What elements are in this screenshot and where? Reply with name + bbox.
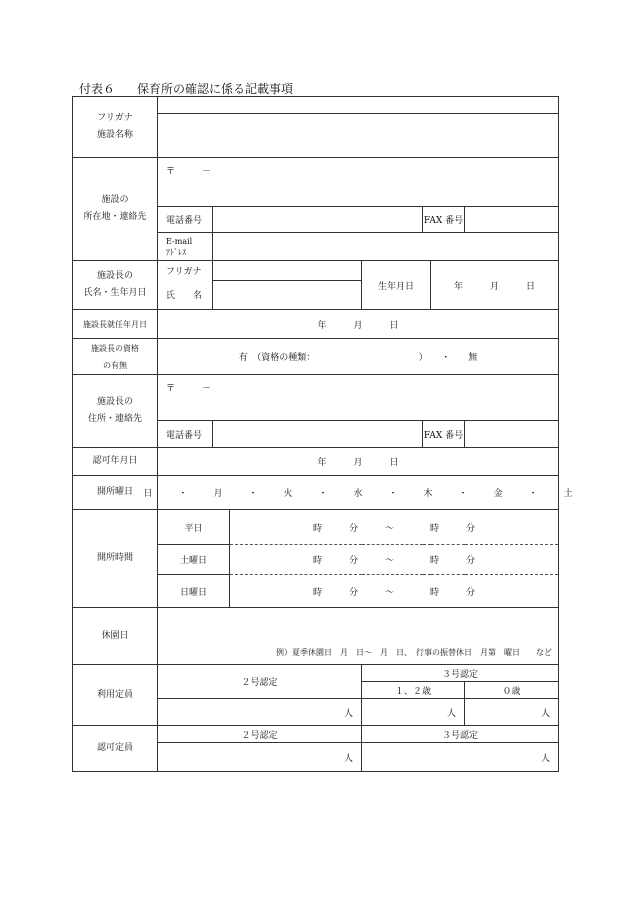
day-sep: ・ — [388, 489, 398, 499]
day-sep: ・ — [318, 489, 328, 499]
director-fax-label: FAX 番号 — [423, 421, 465, 448]
approved-cat3-label: ３号認定 — [362, 726, 559, 743]
day-sep: ・ — [248, 489, 258, 499]
director-name-field[interactable] — [213, 281, 362, 310]
facility-fax-field[interactable] — [465, 207, 559, 233]
postal-mark: 〒 － — [166, 167, 212, 177]
capacity-age0-field[interactable]: 人 — [465, 699, 559, 726]
holidays-label: 休園日 — [73, 608, 158, 665]
approved-cat3-field[interactable]: 人 — [362, 743, 559, 772]
day-sep: ・ — [178, 489, 188, 499]
form-table — [72, 96, 573, 772]
day-sat: 土 — [563, 489, 573, 499]
facility-name-field[interactable] — [158, 114, 559, 158]
document-title — [79, 80, 293, 97]
day-tue: 火 — [283, 489, 293, 499]
capacity-label: 利用定員 — [73, 665, 158, 726]
director-furigana-label: フリガナ — [158, 261, 213, 281]
director-phone-field[interactable] — [213, 421, 423, 448]
title-label: 付表６ — [79, 82, 116, 96]
director-address-label: 施設長の 住所・連絡先 — [73, 375, 158, 448]
approved-cat2-field[interactable]: 人 — [158, 743, 362, 772]
capacity-cat3-label: ３号認定 — [362, 665, 559, 682]
director-address-field[interactable] — [158, 375, 559, 421]
open-days-label: 開所曜日 — [73, 476, 158, 510]
director-birth-label: 生年月日 — [362, 261, 431, 310]
facility-phone-label: 電話番号 — [158, 207, 213, 233]
capacity-age12-field[interactable]: 人 — [362, 699, 465, 726]
approval-date-field[interactable]: 年 月 日 — [158, 448, 559, 476]
director-appointment-field[interactable]: 年 月 日 — [158, 310, 559, 339]
facility-email-field[interactable] — [213, 233, 559, 261]
hours-weekday-field[interactable]: 時 分 ～ 時 分 — [230, 510, 559, 545]
hours-saturday-field[interactable]: 時 分 ～ 時 分 — [230, 545, 559, 575]
hours-day-weekday: 平日 — [158, 510, 230, 545]
day-wed: 水 — [353, 489, 363, 499]
director-name-field-label: 氏 名 — [158, 281, 213, 310]
director-qualification-field[interactable]: 有 （資格の種類： ） ・ 無 — [158, 339, 559, 375]
facility-name-label: フリガナ 施設名称 — [73, 97, 158, 158]
capacity-cat2-label: ２号認定 — [158, 665, 362, 699]
facility-fax-label: FAX 番号 — [423, 207, 465, 233]
director-name-label: 施設長の 氏名・生年月日 — [73, 261, 158, 310]
director-phone-label: 電話番号 — [158, 421, 213, 448]
hours-day-sunday: 日曜日 — [158, 575, 230, 608]
facility-phone-field[interactable] — [213, 207, 423, 233]
hours-sunday-field[interactable]: 時 分 ～ 時 分 — [230, 575, 559, 608]
hours-label: 開所時間 — [73, 510, 158, 608]
capacity-cat2-field[interactable]: 人 — [158, 699, 362, 726]
open-days-list — [143, 486, 573, 499]
capacity-age0-label: ０歳 — [465, 682, 559, 699]
day-thu: 木 — [423, 489, 433, 499]
director-qualification-label: 施設長の資格 の有無 — [73, 339, 158, 375]
capacity-age12-label: １、２歳 — [362, 682, 465, 699]
director-appointment-label: 施設長就任年月日 — [73, 310, 158, 339]
holidays-field[interactable] — [158, 608, 559, 665]
holidays-example: 例）夏季休園日 月 日～ 月 日、 行事の振替休日 月第 曜日 など — [276, 648, 553, 657]
facility-address-label: 施設の 所在地・連絡先 — [73, 158, 158, 261]
title-text: 保育所の確認に係る記載事項 — [137, 82, 294, 96]
day-sun: 日 — [143, 489, 153, 499]
director-furigana-field[interactable] — [213, 261, 362, 281]
hours-day-saturday: 土曜日 — [158, 545, 230, 575]
director-postal-mark: 〒 － — [166, 384, 212, 394]
facility-address-field[interactable] — [158, 158, 559, 207]
approval-date-label: 認可年月日 — [73, 448, 158, 476]
day-sep: ・ — [528, 489, 538, 499]
director-fax-field[interactable] — [465, 421, 559, 448]
day-sep: ・ — [458, 489, 468, 499]
facility-furigana-field[interactable] — [158, 97, 559, 114]
approved-cat2-label: ２号認定 — [158, 726, 362, 743]
approved-capacity-label: 認可定員 — [73, 726, 158, 772]
director-birth-field[interactable]: 年 月 日 — [431, 261, 559, 310]
day-mon: 月 — [213, 489, 223, 499]
facility-email-label: E-mail ｱﾄﾞﾚｽ — [158, 233, 213, 261]
open-days-field[interactable] — [143, 476, 573, 510]
day-fri: 金 — [493, 489, 503, 499]
